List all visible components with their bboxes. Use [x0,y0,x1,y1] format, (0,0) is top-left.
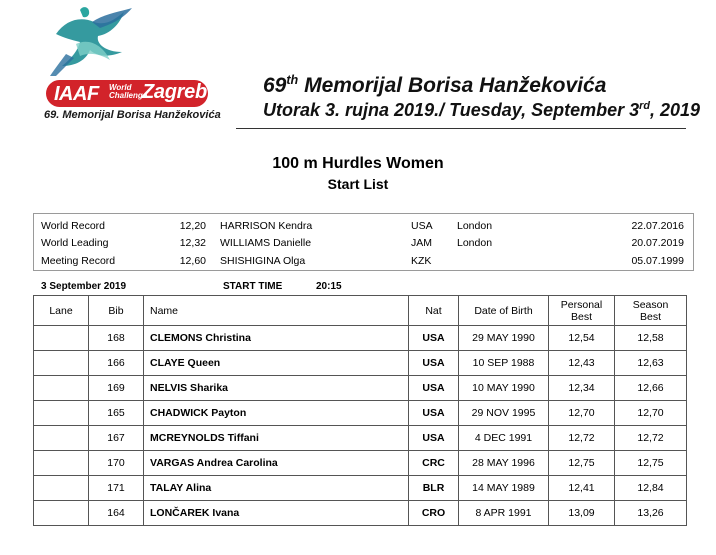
cell-dob: 29 NOV 1995 [459,401,549,426]
cell-season-best: 13,26 [615,501,687,526]
meeting-name: Memorijal Borisa Hanžekovića [298,74,607,97]
cell-bib: 170 [89,451,144,476]
cell-bib: 164 [89,501,144,526]
cell-season-best: 12,58 [615,326,687,351]
cell-dob: 4 DEC 1991 [459,426,549,451]
cell-bib: 167 [89,426,144,451]
cell-personal-best: 12,34 [549,376,615,401]
col-header-lane: Lane [34,296,89,326]
record-nat: USA [411,220,433,232]
table-row [34,376,687,401]
record-venue: London [457,237,493,249]
meeting-date-year: , 2019 [649,100,701,120]
col-header-season-best [615,296,687,326]
cell-season-best: 12,66 [615,376,687,401]
cell-nat: USA [409,326,459,351]
logo-series: World Challenge [109,83,148,100]
table-row [34,426,687,451]
table-row [34,501,687,526]
start-list-body [34,326,687,526]
meeting-date-suffix: rd [639,100,650,112]
start-time-label: START TIME [223,281,283,292]
cell-personal-best: 12,43 [549,351,615,376]
meeting-date [263,100,700,121]
sb-header-line1: Season [632,298,669,311]
col-header-nat: Nat [409,296,459,326]
record-venue: London [457,220,493,232]
record-nat: JAM [411,237,432,249]
record-athlete: HARRISON Kendra [220,220,313,232]
start-time-value: 20:15 [316,281,342,292]
record-row-world-leading [34,237,693,254]
meeting-date-text: Utorak 3. rujna 2019./ Tuesday, September 3 [263,100,640,120]
record-mark: 12,32 [179,237,206,249]
cell-nat: USA [409,426,459,451]
col-header-dob: Date of Birth [459,296,549,326]
cell-personal-best: 12,41 [549,476,615,501]
record-label: World Record [41,220,105,232]
cell-personal-best: 13,09 [549,501,615,526]
cell-season-best: 12,70 [615,401,687,426]
meeting-edition: 69 [263,74,287,97]
cell-nat: USA [409,351,459,376]
record-nat: KZK [411,255,432,267]
record-mark: 12,60 [179,255,206,267]
record-athlete: SHISHIGINA Olga [220,255,306,267]
sb-header-line2: Best [639,310,661,323]
table-row [34,451,687,476]
col-header-bib: Bib [89,296,144,326]
table-row [34,351,687,376]
cell-personal-best: 12,54 [549,326,615,351]
cell-dob: 10 MAY 1990 [459,376,549,401]
pb-header-line1: Personal [560,298,603,311]
cell-personal-best: 12,75 [549,451,615,476]
cell-name: CLAYE Queen [144,351,409,376]
cell-name: VARGAS Andrea Carolina [144,451,409,476]
table-row [34,401,687,426]
cell-personal-best: 12,70 [549,401,615,426]
cell-nat: CRC [409,451,459,476]
cell-bib: 165 [89,401,144,426]
cell-nat: USA [409,376,459,401]
cell-personal-best: 12,72 [549,426,615,451]
cell-lane [34,451,89,476]
cell-lane [34,326,89,351]
header-divider [236,128,686,129]
cell-bib: 168 [89,326,144,351]
col-header-personal-best [549,296,615,326]
start-list-table [33,295,687,526]
logo-meeting-name: 69. Memorijal Borisa Hanžekovića [44,109,221,121]
cell-name: MCREYNOLDS Tiffani [144,426,409,451]
cell-nat: BLR [409,476,459,501]
cell-name: TALAY Alina [144,476,409,501]
cell-season-best: 12,63 [615,351,687,376]
cell-dob: 28 MAY 1996 [459,451,549,476]
cell-lane [34,376,89,401]
logo-city: Zagreb [142,81,207,103]
cell-bib: 166 [89,351,144,376]
cell-dob: 8 APR 1991 [459,501,549,526]
table-row [34,476,687,501]
record-label: World Leading [41,237,109,249]
meeting-logo [36,4,226,124]
cell-bib: 171 [89,476,144,501]
cell-lane [34,476,89,501]
record-label: Meeting Record [41,255,116,267]
cell-lane [34,426,89,451]
record-mark: 12,20 [179,220,206,232]
cell-season-best: 12,84 [615,476,687,501]
record-row-meeting [34,255,693,272]
logo-org: IAAF [54,83,99,105]
hurdler-figure-icon [36,4,226,84]
event-title: 100 m Hurdles Women [272,155,444,172]
record-athlete: WILLIAMS Danielle [220,237,312,249]
competition-date: 3 September 2019 [41,281,127,292]
record-row-world [34,220,693,237]
cell-name: CHADWICK Payton [144,401,409,426]
record-date: 20.07.2019 [631,237,684,249]
cell-season-best: 12,75 [615,451,687,476]
pb-header-line2: Best [570,310,592,323]
records-box [33,213,694,271]
event-subtitle: Start List [327,176,389,192]
cell-name: LONČAREK Ivana [144,501,409,526]
table-row [34,326,687,351]
cell-bib: 169 [89,376,144,401]
cell-dob: 14 MAY 1989 [459,476,549,501]
cell-lane [34,351,89,376]
meeting-title [263,74,606,98]
cell-dob: 29 MAY 1990 [459,326,549,351]
cell-nat: CRO [409,501,459,526]
cell-nat: USA [409,401,459,426]
cell-dob: 10 SEP 1988 [459,351,549,376]
cell-name: NELVIS Sharika [144,376,409,401]
meeting-edition-suffix: th [286,73,299,87]
cell-name: CLEMONS Christina [144,326,409,351]
record-date: 05.07.1999 [631,255,684,267]
record-date: 22.07.2016 [631,220,684,232]
cell-lane [34,501,89,526]
col-header-name: Name [144,296,409,326]
cell-lane [34,401,89,426]
cell-season-best: 12,72 [615,426,687,451]
table-header-row [34,296,687,326]
